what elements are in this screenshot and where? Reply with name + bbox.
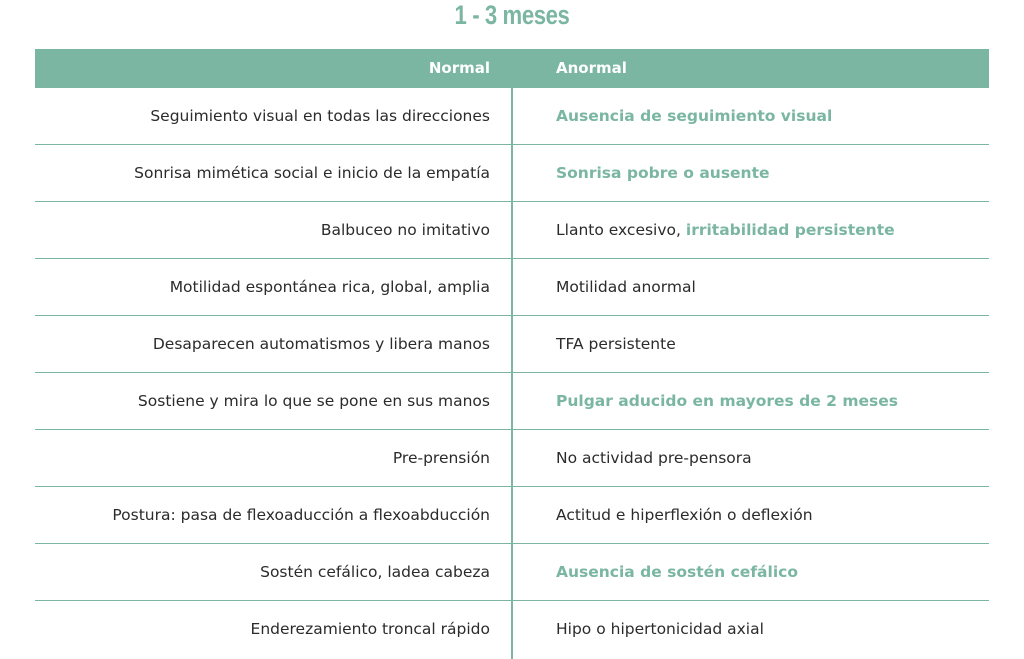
column-divider bbox=[511, 88, 513, 659]
anormal-highlight: Pulgar aducido en mayores de 2 meses bbox=[556, 392, 898, 410]
anormal-highlight: Ausencia de seguimiento visual bbox=[556, 107, 833, 125]
anormal-cell bbox=[512, 487, 989, 543]
header-normal: Normal bbox=[428, 59, 490, 77]
anormal-text: Hipo o hipertonicidad axial bbox=[556, 620, 764, 638]
anormal-text: Motilidad anormal bbox=[556, 278, 696, 296]
normal-cell: Sonrisa mimética social e inicio de la empatía bbox=[134, 164, 490, 182]
anormal-text: TFA persistente bbox=[556, 335, 676, 353]
normal-cell: Sostén cefálico, ladea cabeza bbox=[260, 563, 490, 581]
table-header bbox=[35, 49, 989, 88]
comparison-table bbox=[35, 49, 989, 657]
normal-cell: Motilidad espontánea rica, global, amplia bbox=[169, 278, 490, 296]
anormal-text: No actividad pre-pensora bbox=[556, 449, 752, 467]
anormal-cell bbox=[512, 316, 989, 372]
normal-cell: Balbuceo no imitativo bbox=[320, 221, 490, 239]
normal-cell: Sostiene y mira lo que se pone en sus manos bbox=[137, 392, 490, 410]
normal-cell: Pre-prensión bbox=[392, 449, 490, 467]
header-anormal: Anormal bbox=[556, 59, 627, 77]
page-title: 1 - 3 meses bbox=[454, 0, 570, 30]
anormal-text: Llanto excesivo, bbox=[556, 221, 686, 239]
anormal-highlight: Ausencia de sostén cefálico bbox=[556, 563, 798, 581]
anormal-highlight: Sonrisa pobre o ausente bbox=[556, 164, 770, 182]
anormal-highlight: irritabilidad persistente bbox=[685, 221, 895, 239]
anormal-cell bbox=[512, 544, 989, 600]
normal-cell: Enderezamiento troncal rápido bbox=[250, 620, 490, 638]
anormal-cell bbox=[512, 145, 989, 201]
table-body bbox=[35, 88, 989, 657]
anormal-cell bbox=[512, 601, 989, 657]
anormal-cell bbox=[512, 430, 989, 486]
anormal-text: Actitud e hiperflexión o deflexión bbox=[556, 506, 813, 524]
anormal-cell bbox=[512, 202, 989, 258]
anormal-cell bbox=[512, 373, 989, 429]
normal-cell: Postura: pasa de flexoaducción a flexoabducción bbox=[112, 506, 490, 524]
anormal-cell bbox=[512, 88, 989, 144]
normal-cell: Desaparecen automatismos y libera manos bbox=[152, 335, 490, 353]
normal-cell: Seguimiento visual en todas las direcciones bbox=[150, 107, 490, 125]
anormal-cell bbox=[512, 259, 989, 315]
